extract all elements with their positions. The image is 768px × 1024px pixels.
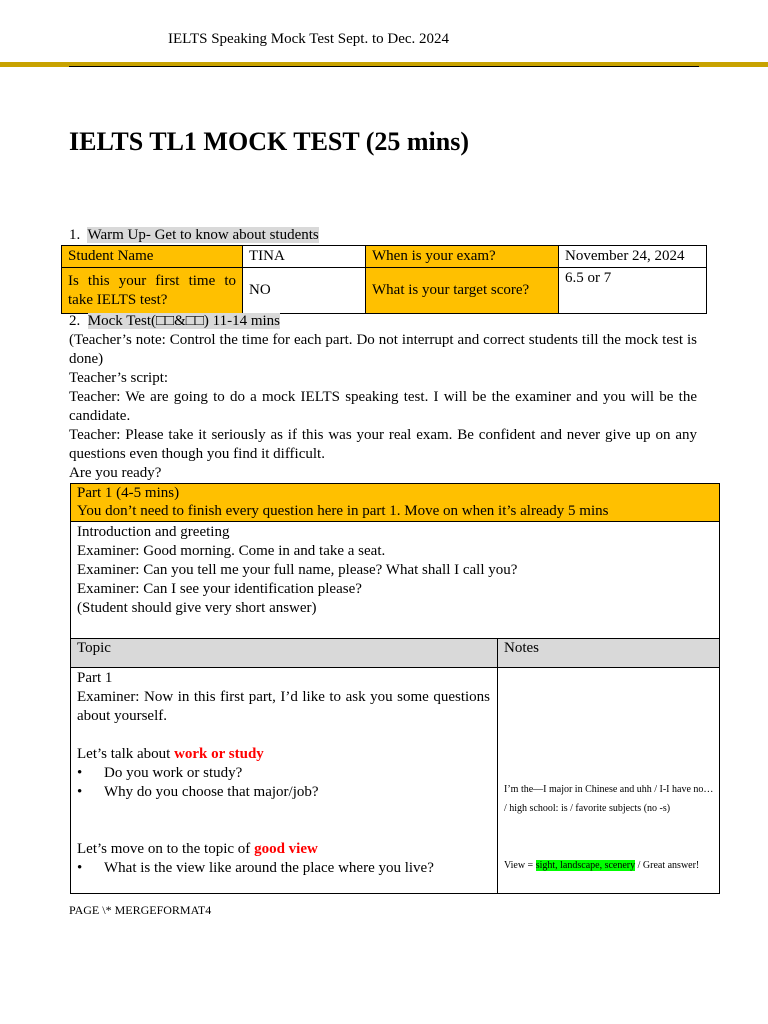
section-1-number: 1. — [69, 227, 81, 243]
section-2-heading — [69, 312, 280, 331]
page-title: IELTS TL1 MOCK TEST (25 mins) — [69, 127, 470, 156]
topic-cell — [77, 669, 490, 878]
intro-line: (Student should give very short answer) — [77, 600, 317, 616]
topic-opening: Examiner: Now in this first part, I’d like to ask you some questions about yourself. — [77, 689, 490, 724]
note-good-view — [504, 856, 716, 875]
student-name-value: TINA — [243, 246, 366, 268]
part-1-header — [71, 484, 719, 522]
list-item — [77, 859, 490, 878]
question-text: What is the view like around the place where you live? — [104, 860, 434, 876]
exam-date-label: When is your exam? — [366, 246, 559, 268]
topic-work-intro — [77, 745, 490, 764]
note-suffix: / Great answer! — [635, 860, 700, 871]
list-item — [77, 764, 490, 783]
exam-date-value: November 24, 2024 — [559, 246, 707, 268]
part-1-subheading: You don’t need to finish every question here in part 1. Move on when it’s already 5 mins — [77, 503, 609, 519]
header-thin-rule — [69, 66, 699, 67]
target-score-value: 6.5 or 7 — [559, 268, 707, 314]
bullet-icon: • — [77, 784, 83, 800]
teacher-note: (Teacher’s note: Control the time for each part. Do not interrupt and correct students till the mock test is done) — [69, 332, 697, 367]
topic-prefix: Let’s move on to the topic of — [77, 841, 255, 857]
student-name-label: Student Name — [62, 246, 243, 268]
question-text: Do you work or study? — [104, 765, 243, 781]
section-1-heading — [69, 226, 319, 245]
section-2-label: Mock Test(□□&□□) 11-14 mins — [87, 313, 281, 329]
intro-line: Examiner: Can you tell me your full name, please? What shall I call you? — [77, 562, 518, 578]
column-divider — [497, 638, 498, 894]
note-highlight: sight, landscape, scenery — [535, 860, 636, 871]
teacher-line-3: Are you ready? — [69, 465, 162, 481]
topic-good-view: good view — [254, 841, 318, 857]
list-item — [77, 783, 490, 802]
intro-block — [77, 523, 517, 618]
topic-column-header: Topic — [71, 638, 498, 668]
topic-prefix: Let’s talk about — [77, 746, 175, 762]
target-score-label: What is your target score? — [366, 268, 559, 314]
bullet-icon: • — [77, 860, 83, 876]
teacher-line-1: Teacher: We are going to do a mock IELTS speaking test. I will be the examiner and you will be the candidate. — [69, 389, 697, 424]
part-1-heading: Part 1 (4-5 mins) — [77, 485, 180, 501]
notes-column-header: Notes — [498, 638, 719, 668]
first-time-label: Is this your first time to take IELTS test? — [62, 268, 243, 314]
first-time-value: NO — [243, 268, 366, 314]
page-footer: PAGE \* MERGEFORMAT4 — [69, 903, 212, 917]
intro-line: Examiner: Can I see your identification please? — [77, 581, 362, 597]
note-work-or-study: I’m the—I major in Chinese and uhh / I-I have no… / high school: is / favorite subjects (no -s) — [504, 784, 714, 814]
intro-line: Examiner: Good morning. Come in and take a seat. — [77, 543, 386, 559]
note-prefix: View = — [504, 860, 536, 871]
student-info-table — [61, 245, 707, 314]
topic-work-or-study: work or study — [174, 746, 264, 762]
question-text: Why do you choose that major/job? — [104, 784, 319, 800]
topic-view-intro — [77, 840, 490, 859]
teacher-line-2: Teacher: Please take it seriously as if this was your real exam. Be confident and never give up on any questions even though you find it difficult. — [69, 427, 697, 462]
topic-part-label: Part 1 — [77, 670, 113, 686]
section-2-number: 2. — [69, 313, 81, 329]
part-1-table — [70, 483, 720, 894]
page-header: IELTS Speaking Mock Test Sept. to Dec. 2024 — [168, 31, 450, 47]
bullet-icon: • — [77, 765, 83, 781]
intro-line: Introduction and greeting — [77, 524, 230, 540]
teacher-script-label: Teacher’s script: — [69, 370, 169, 386]
section-1-label: Warm Up- Get to know about students — [87, 227, 319, 243]
